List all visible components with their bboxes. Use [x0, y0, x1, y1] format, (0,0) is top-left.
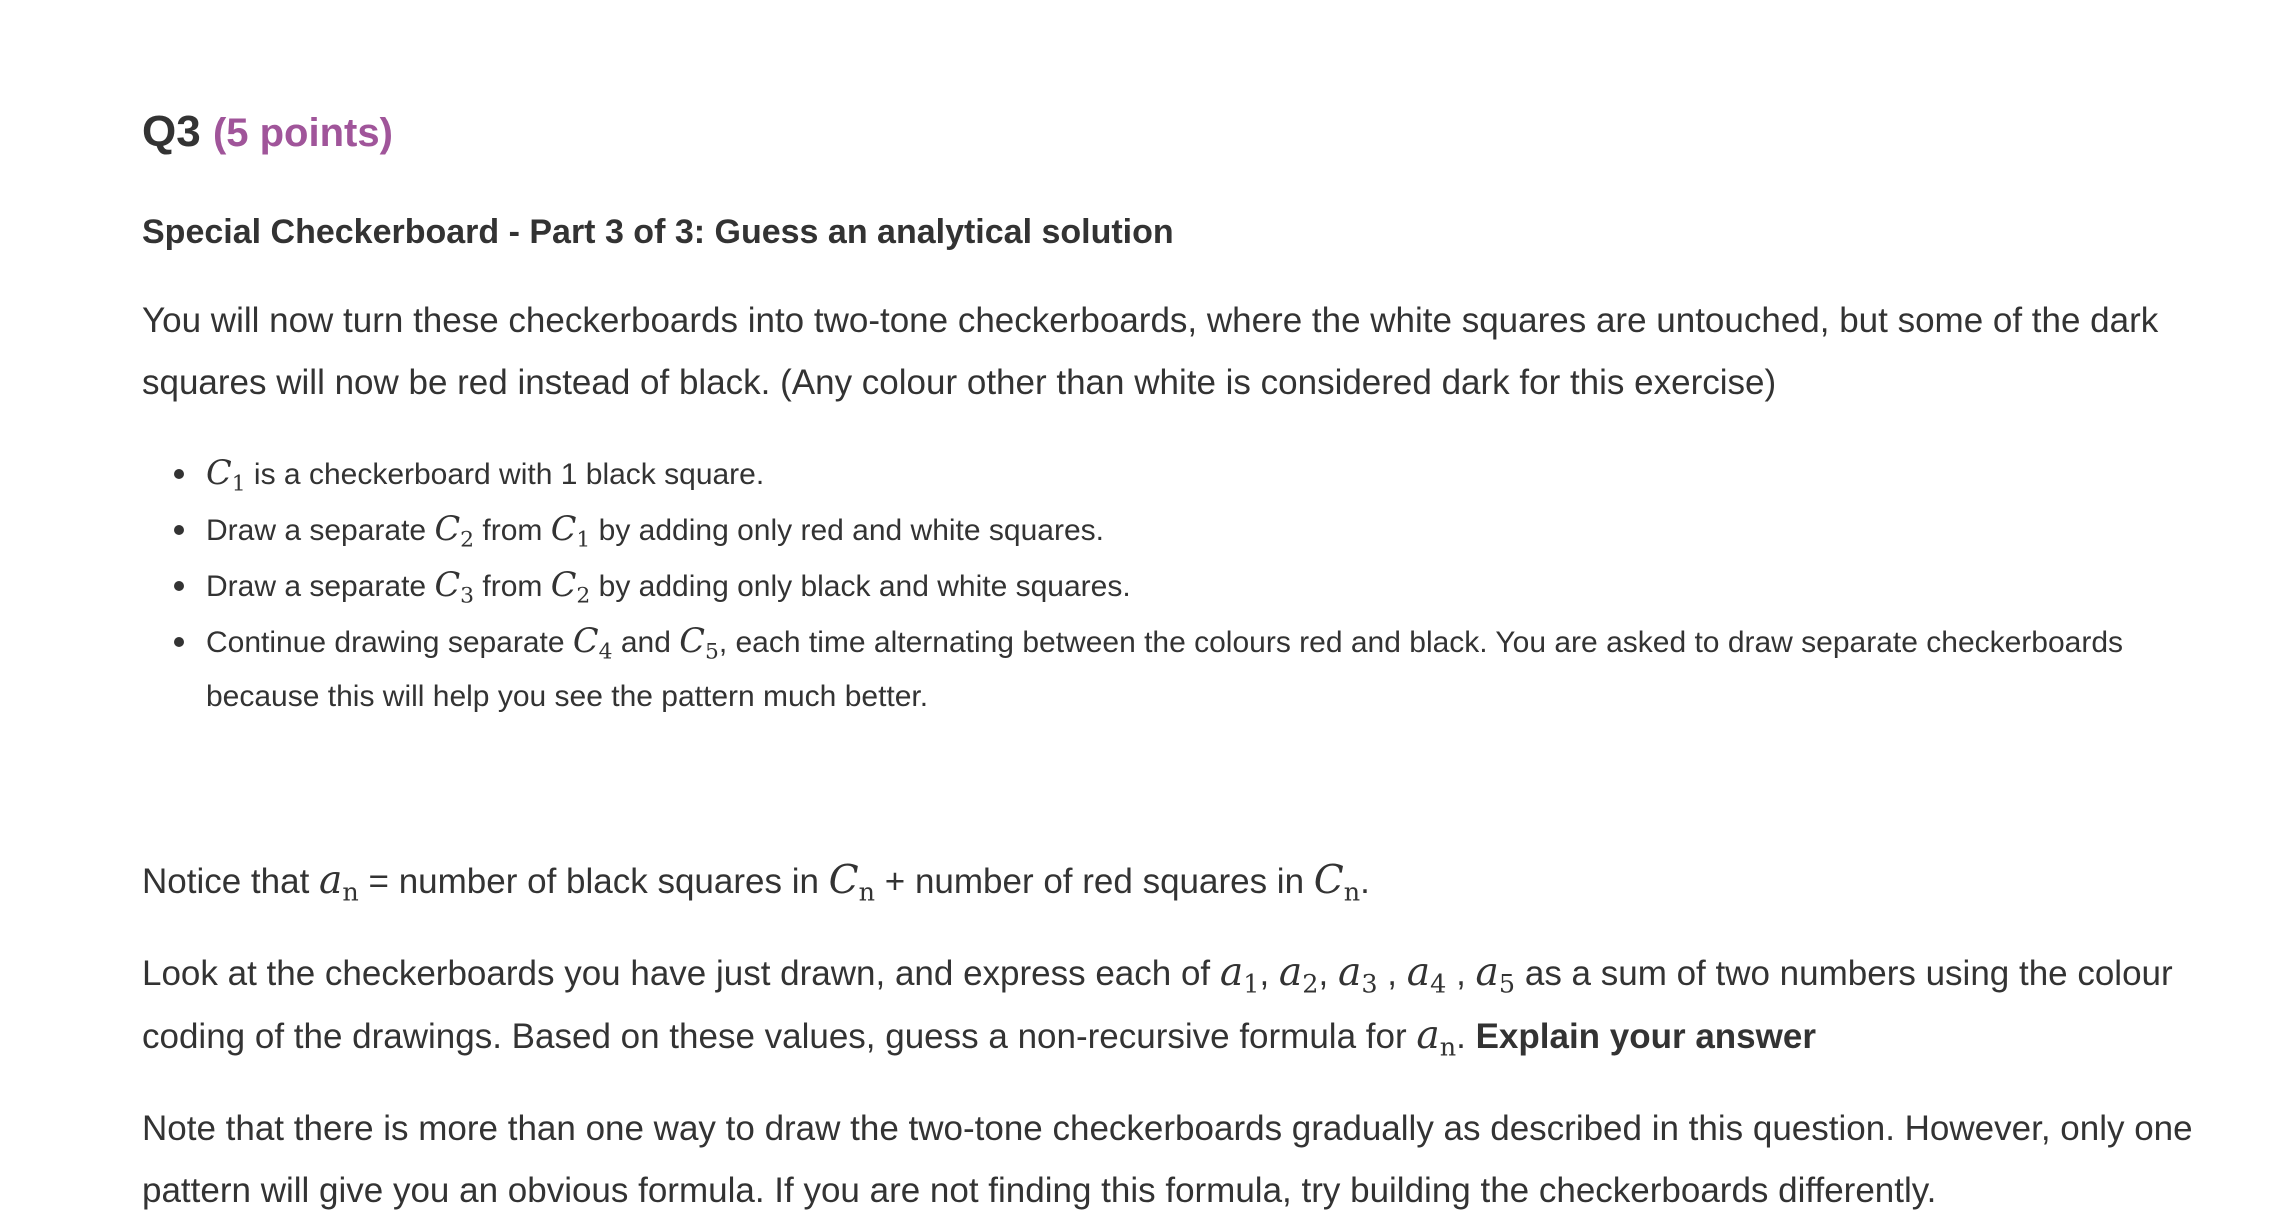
math-symbol: $a_4$	[1406, 950, 1447, 1000]
question-subtitle: Special Checkerboard - Part 3 of 3: Guess an analytical solution	[142, 213, 1174, 251]
math-symbol: $C_n$	[1313, 858, 1361, 908]
question-content	[142, 100, 2202, 1210]
list-item: Draw a separate $C_3$ from $C_2$ by adding only black and white squares.	[206, 558, 2186, 614]
question-points: (5 points)	[212, 111, 393, 155]
math-symbol: $C_1$	[206, 453, 246, 497]
list-item: Draw a separate $C_2$ from $C_1$ by adding only red and white squares.	[206, 502, 2186, 558]
math-symbol: $C_5$	[679, 621, 719, 665]
look-paragraph: Look at the checkerboards you have just drawn, and express each of $a_1$, $a_2$, $a_3$ , $a_4$ , $a_5$ as a sum of two numbers using the colour coding of the drawings. Based on these values, guess a non-recursive formula for $a_n$. Explain your answer	[142, 950, 2173, 1063]
math-symbol: $a_2$	[1278, 950, 1319, 1000]
math-symbol: $a_1$	[1219, 950, 1260, 1000]
notice-paragraph: Notice that $a_n$ = number of black squares in $C_n$ + number of red squares in $C_n$.	[142, 858, 1370, 908]
note-paragraph: Note that there is more than one way to draw the two-tone checkerboards gradually as described in this question. However, only one pattern will give you an obvious formula. If you are not finding this formula, try building the checkerboards differently.	[142, 1109, 2193, 1210]
math-symbol: $C_1$	[550, 509, 591, 553]
math-symbol: $a_n$	[319, 858, 359, 908]
intro-paragraph: You will now turn these checkerboards into two-tone checkerboards, where the white squares are untouched, but some of the dark squares will now be red instead of black. (Any colour other than white is considered dark for this exercise)	[142, 301, 2159, 402]
instruction-list	[142, 446, 2186, 724]
math-symbol: $C_4$	[572, 621, 613, 665]
list-item: Continue drawing separate $C_4$ and $C_5$, each time alternating between the colours red and black. You are asked to draw separate checkerboards because this will help you see the pattern much better.	[206, 614, 2186, 724]
question-label: Q3	[142, 107, 201, 156]
math-symbol: $C_n$	[828, 858, 876, 908]
math-symbol: $a_n$	[1416, 1013, 1457, 1063]
math-symbol: $C_3$	[434, 565, 475, 609]
math-symbol: $C_2$	[434, 509, 475, 553]
question-heading	[142, 100, 2202, 164]
list-item: $C_1$ is a checkerboard with 1 black square.	[206, 446, 2186, 502]
math-symbol: $a_5$	[1475, 950, 1516, 1000]
math-symbol: $C_2$	[550, 565, 591, 609]
math-symbol: $a_3$	[1337, 950, 1378, 1000]
explain-emphasis: Explain your answer	[1475, 1017, 1816, 1056]
